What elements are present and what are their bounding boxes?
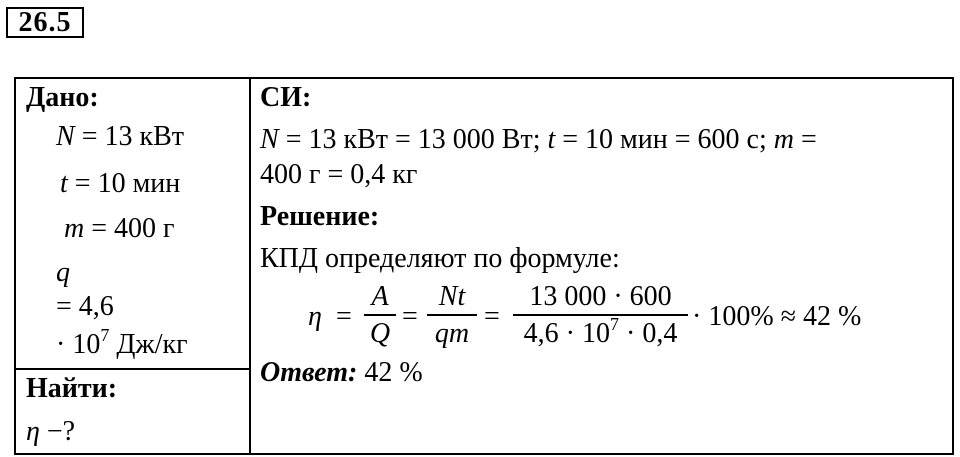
formula-eq-2: = — [402, 301, 418, 332]
fraction-a-q-numerator: A — [371, 281, 389, 312]
si-line2: 400 г = 0,4 кг — [260, 159, 418, 190]
given-t — [60, 168, 180, 200]
find-rest: −? — [39, 416, 76, 447]
given-t-value: = 10 мин — [67, 168, 181, 199]
solution-cell — [250, 78, 953, 454]
given-m-value: = 400 г — [84, 213, 175, 244]
si-m-var: m — [773, 124, 794, 155]
formula-tail: · 100% ≈ 42 % — [692, 301, 862, 332]
fraction-nt-qm-numerator: Nt — [438, 281, 466, 312]
fraction-a-q-bar — [364, 314, 396, 316]
given-q-line2: = 4,6 — [56, 291, 114, 322]
given-q-exponent: 7 — [100, 324, 110, 345]
si-n-var: N — [260, 124, 279, 155]
given-q-line3 — [56, 324, 188, 361]
find-var: η — [26, 416, 40, 447]
si-part3: = — [793, 124, 817, 155]
fraction-nt-qm — [427, 281, 477, 350]
si-part2: = 10 мин = 600 с; — [555, 124, 774, 155]
si-line1 — [260, 124, 817, 156]
given-t-var: t — [60, 168, 68, 199]
answer-label: Ответ: — [260, 357, 358, 388]
find-heading: Найти: — [26, 373, 118, 404]
given-n — [56, 121, 184, 153]
formula-eq-1: = — [336, 301, 352, 332]
formula-eq-3: = — [484, 301, 500, 332]
answer-line — [260, 357, 423, 389]
given-n-value: = 13 кВт — [74, 121, 184, 152]
fraction-numeric — [513, 281, 688, 350]
given-q-line3-pre: · 10 — [56, 329, 101, 360]
given-q-var: q — [56, 257, 70, 288]
given-find-divider — [16, 368, 249, 370]
si-t-var: t — [547, 124, 556, 155]
given-m — [64, 213, 175, 245]
given-m-var: m — [64, 213, 85, 244]
fraction-numeric-bar — [513, 314, 688, 316]
formula-eta: η — [308, 301, 322, 332]
given-heading: Дано: — [26, 82, 99, 113]
solution-heading: Решение: — [260, 201, 380, 232]
fraction-numeric-den-pre: 4,6 · 10 — [523, 318, 610, 349]
fraction-nt-qm-bar — [427, 314, 477, 316]
given-cell — [15, 78, 250, 454]
fraction-numeric-numerator: 13 000 · 600 — [529, 281, 672, 312]
fraction-numeric-den-post: · 0,4 — [619, 318, 678, 349]
fraction-numeric-denominator — [513, 313, 688, 350]
fraction-a-q — [364, 281, 396, 350]
problem-number: 26.5 — [6, 7, 84, 38]
find-line — [26, 416, 75, 448]
solution-table — [14, 77, 954, 455]
si-part1: = 13 кВт = 13 000 Вт; — [278, 124, 548, 155]
fraction-a-q-denominator: Q — [369, 318, 391, 349]
answer-value: 42 % — [357, 357, 423, 388]
fraction-numeric-den-exp: 7 — [610, 313, 619, 334]
solution-intro: КПД определяют по формуле: — [260, 243, 620, 274]
si-heading: СИ: — [260, 82, 312, 113]
given-n-var: N — [56, 121, 75, 152]
fraction-nt-qm-denominator: qm — [434, 318, 470, 349]
given-q-line3-post: Дж/кг — [109, 329, 188, 360]
